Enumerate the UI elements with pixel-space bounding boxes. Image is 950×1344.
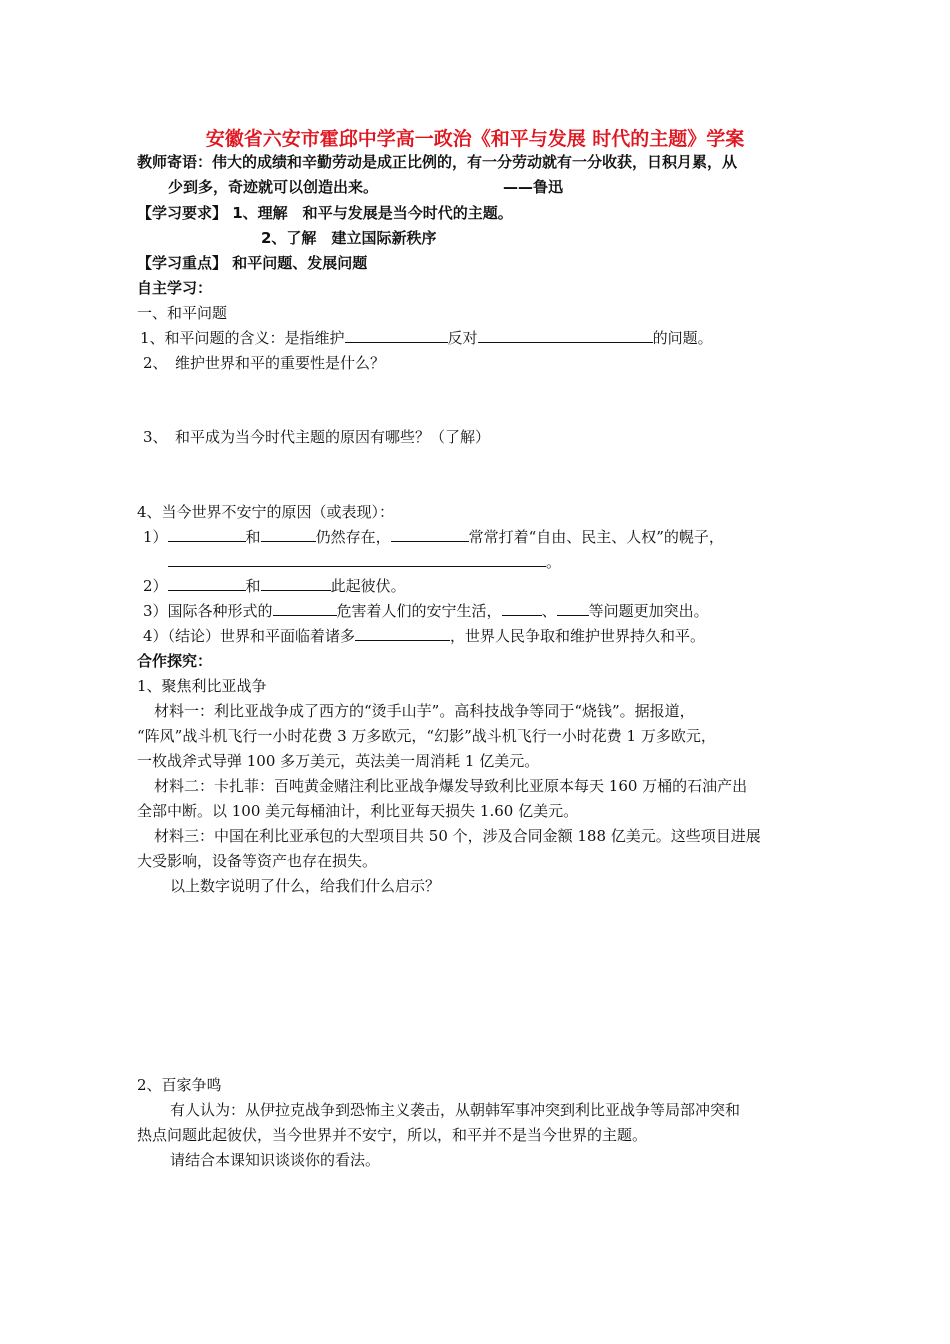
- q4-1-text-a: 1）: [143, 528, 168, 546]
- q4-1-text-e: 。: [546, 553, 562, 571]
- question-3: 3、 和平成为当今时代主题的原因有哪些？（了解）: [143, 428, 491, 446]
- question-4: 4、当今世界不安宁的原因（或表现）：: [137, 503, 395, 521]
- learning-focus: [137, 253, 367, 273]
- question-4-1-cont: [168, 552, 561, 572]
- q4-1-text-d: 常常打着“自由、民主、人权”的幌子，: [468, 528, 724, 546]
- motto-label: 教师寄语：: [137, 153, 213, 171]
- question-4-1: [143, 527, 724, 547]
- focus-text: 和平问题、发展问题: [232, 254, 368, 272]
- material-3-line-1: 材料三：中国在利比亚承包的大型项目共 50 个，涉及合同金额 188 亿美元。这些项目进展: [154, 827, 761, 845]
- q4-3-text-d: 等问题更加突出。: [588, 602, 709, 620]
- requirements-label: 【学习要求】: [137, 204, 228, 222]
- section-peace-issue: 一、和平问题: [137, 304, 228, 322]
- motto-text-1: 伟大的成绩和辛勤劳动是成正比例的，有一分劳动就有一分收获，日积月累，从: [212, 153, 738, 171]
- topic-debate: 2、百家争鸣: [137, 1076, 222, 1094]
- q4-3-text-c: 、: [541, 602, 557, 620]
- requirement-item-2: 2、了解 建立国际新秩序: [261, 229, 437, 247]
- focus-label: 【学习重点】: [137, 254, 228, 272]
- discussion-question-1: 以上数字说明了什么，给我们什么启示？: [170, 877, 441, 895]
- learning-requirements: [137, 203, 513, 223]
- answer-blank[interactable]: [502, 601, 542, 616]
- material-3-line-2: 大受影响，设备等资产也存在损失。: [137, 852, 378, 870]
- debate-paragraph-line-1: 有人认为：从伊拉克战争到恐怖主义袭击，从朝韩军事冲突到利比亚战争等局部冲突和: [170, 1101, 741, 1119]
- material-2-line-2: 全部中断。以 100 美元每桶油计，利比亚每天损失 1.60 亿美元。: [137, 802, 579, 820]
- q4-4-text-b: ，世界人民争取和维护世界持久和平。: [450, 627, 706, 645]
- q4-2-text-a: 2）: [143, 577, 168, 595]
- q4-4-text-a: 4）（结论）世界和平面临着诸多: [143, 627, 356, 645]
- answer-blank[interactable]: [557, 601, 589, 616]
- answer-blank[interactable]: [261, 527, 316, 542]
- answer-blank[interactable]: [355, 626, 450, 641]
- answer-blank[interactable]: [168, 576, 246, 591]
- answer-blank[interactable]: [261, 576, 331, 591]
- self-study-heading: 自主学习：: [137, 279, 213, 297]
- material-1-line-3: 一枚战斧式导弹 100 多万美元，英法美一周消耗 1 亿美元。: [137, 752, 540, 770]
- q4-2-text-b: 和: [245, 577, 261, 595]
- answer-blank[interactable]: [391, 527, 469, 542]
- answer-blank[interactable]: [478, 328, 653, 343]
- debate-prompt: 请结合本课知识谈谈你的看法。: [170, 1151, 381, 1169]
- topic-libya-war: 1、聚焦利比亚战争: [137, 677, 267, 695]
- q1-text-c: 的问题。: [652, 329, 713, 347]
- q1-text-a: 1、和平问题的含义：是指维护: [140, 329, 345, 347]
- q4-2-text-c: 此起彼伏。: [330, 577, 406, 595]
- question-1: [140, 328, 713, 348]
- q4-1-text-b: 和: [245, 528, 261, 546]
- motto-author: ——鲁迅: [503, 178, 564, 196]
- answer-blank[interactable]: [168, 527, 246, 542]
- question-2: 2、 维护世界和平的重要性是什么？: [143, 354, 386, 372]
- material-1-line-2: “阵风”战斗机飞行一小时花费 3 万多欧元，“幻影”战斗机飞行一小时花费 1 万多欧元，: [137, 727, 716, 745]
- q4-3-text-b: 危害着人们的安宁生活，: [336, 602, 502, 620]
- question-4-2: [143, 576, 406, 596]
- cooperation-heading: 合作探究：: [137, 652, 213, 670]
- page-title: 安徽省六安市霍邱中学高一政治《和平与发展 时代的主题》学案: [205, 128, 745, 150]
- q4-3-text-a: 3）国际各种形式的: [143, 602, 273, 620]
- teacher-motto-line1: [137, 152, 737, 172]
- q4-1-text-c: 仍然存在，: [315, 528, 391, 546]
- answer-blank[interactable]: [168, 552, 546, 567]
- question-4-4: [143, 626, 705, 646]
- material-1-line-1: 材料一：利比亚战争成了西方的“烫手山芋”。高科技战争等同于“烧钱”。据报道，: [154, 702, 695, 720]
- answer-blank[interactable]: [273, 601, 337, 616]
- requirement-item-1: 1、理解 和平与发展是当今时代的主题。: [232, 204, 513, 222]
- teacher-motto-line2: [168, 177, 378, 197]
- material-2-line-1: 材料二：卡扎菲：百吨黄金赌注利比亚战争爆发导致利比亚原本每天 160 万桶的石油产出: [154, 777, 748, 795]
- debate-paragraph-line-2: 热点问题此起彼伏，当今世界并不安宁，所以，和平并不是当今世界的主题。: [137, 1126, 648, 1144]
- answer-blank[interactable]: [345, 328, 448, 343]
- motto-text-2: 少到多，奇迹就可以创造出来。: [168, 178, 379, 196]
- q1-text-b: 反对: [447, 329, 478, 347]
- question-4-3: [143, 601, 709, 621]
